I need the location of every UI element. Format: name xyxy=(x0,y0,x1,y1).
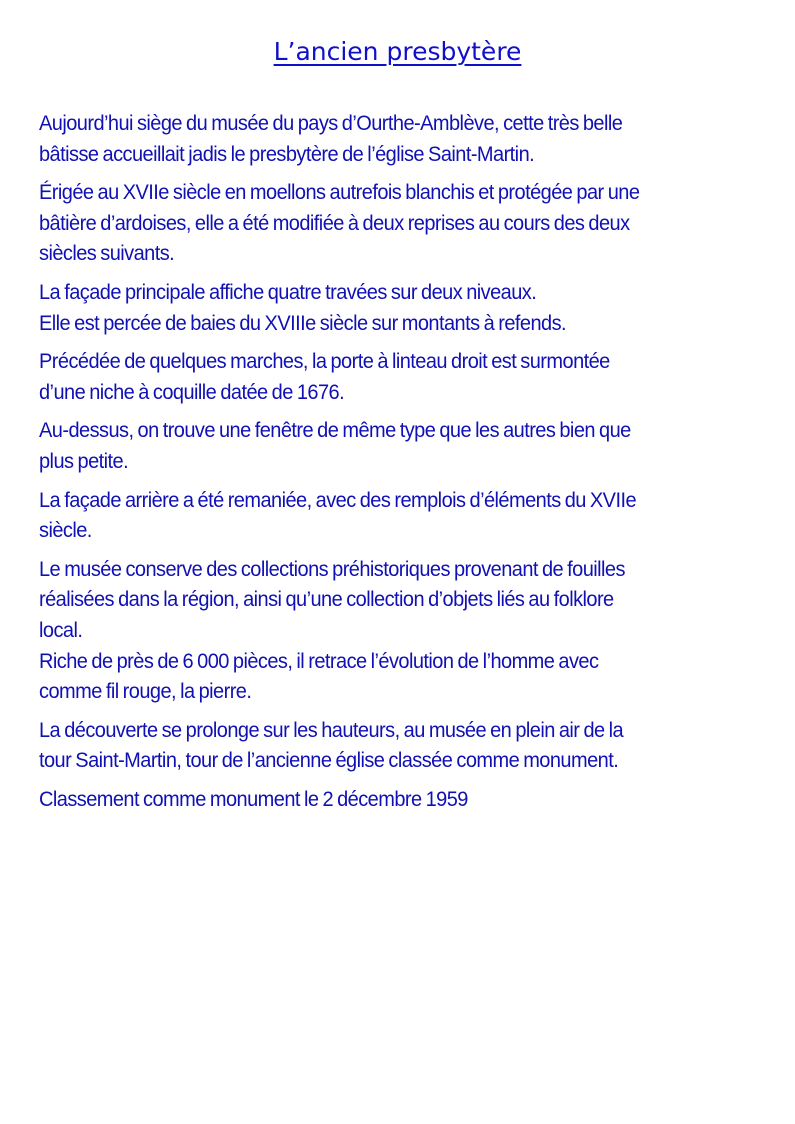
document-body xyxy=(39,108,710,822)
text-line: tour Saint-Martin, tour de l’ancienne église classée comme monument. xyxy=(39,748,619,773)
text-line: Classement comme monument le 2 décembre 1959 xyxy=(39,786,468,811)
text-line: d’une niche à coquille datée de 1676. xyxy=(39,379,345,404)
text-line: comme fil rouge, la pierre. xyxy=(39,679,252,704)
text-line: local. xyxy=(39,617,83,642)
text-line: bâtisse accueillait jadis le presbytère de l’église Saint-Martin. xyxy=(39,141,535,166)
text-line: réalisées dans la région, ainsi qu’une collection d’objets liés au folklore xyxy=(39,587,614,612)
text-line: La découverte se prolonge sur les hauteurs, au musée en plein air de la xyxy=(39,717,624,742)
text-line: siècle. xyxy=(39,518,92,543)
paragraph-construction xyxy=(39,177,710,269)
page-title: L’ancien presbytère xyxy=(273,37,522,66)
paragraph-rear-facade xyxy=(39,485,710,546)
text-line: Au-dessus, on trouve une fenêtre de même type que les autres bien que xyxy=(39,418,631,443)
paragraph-tower xyxy=(39,715,710,776)
text-line: Aujourd’hui siège du musée du pays d’Ourthe-Amblève, cette très belle xyxy=(39,111,623,135)
text-line: Riche de près de 6 000 pièces, il retrace l’évolution de l’homme avec xyxy=(39,648,599,673)
paragraph-intro xyxy=(39,108,710,169)
text-line: bâtière d’ardoises, elle a été modifiée à deux reprises au cours des deux xyxy=(39,210,630,235)
paragraph-door xyxy=(39,346,710,407)
text-line: La façade arrière a été remaniée, avec des remplois d’éléments du XVIIe xyxy=(39,487,637,512)
paragraph-window xyxy=(39,415,710,476)
text-line: Elle est percée de baies du XVIIIe siècle sur montants à refends. xyxy=(39,310,567,335)
text-line: Érigée au XVIIe siècle en moellons autrefois blanchis et protégée par une xyxy=(39,180,640,205)
text-line: plus petite. xyxy=(39,448,129,473)
text-line: Le musée conserve des collections préhistoriques provenant de fouilles xyxy=(39,556,625,581)
paragraph-main-facade xyxy=(39,277,710,338)
text-line: La façade principale affiche quatre travées sur deux niveaux. xyxy=(39,279,537,304)
text-line: siècles suivants. xyxy=(39,241,175,266)
paragraph-museum xyxy=(39,554,710,707)
paragraph-classification xyxy=(39,784,710,815)
text-line: Précédée de quelques marches, la porte à linteau droit est surmontée xyxy=(39,349,610,374)
